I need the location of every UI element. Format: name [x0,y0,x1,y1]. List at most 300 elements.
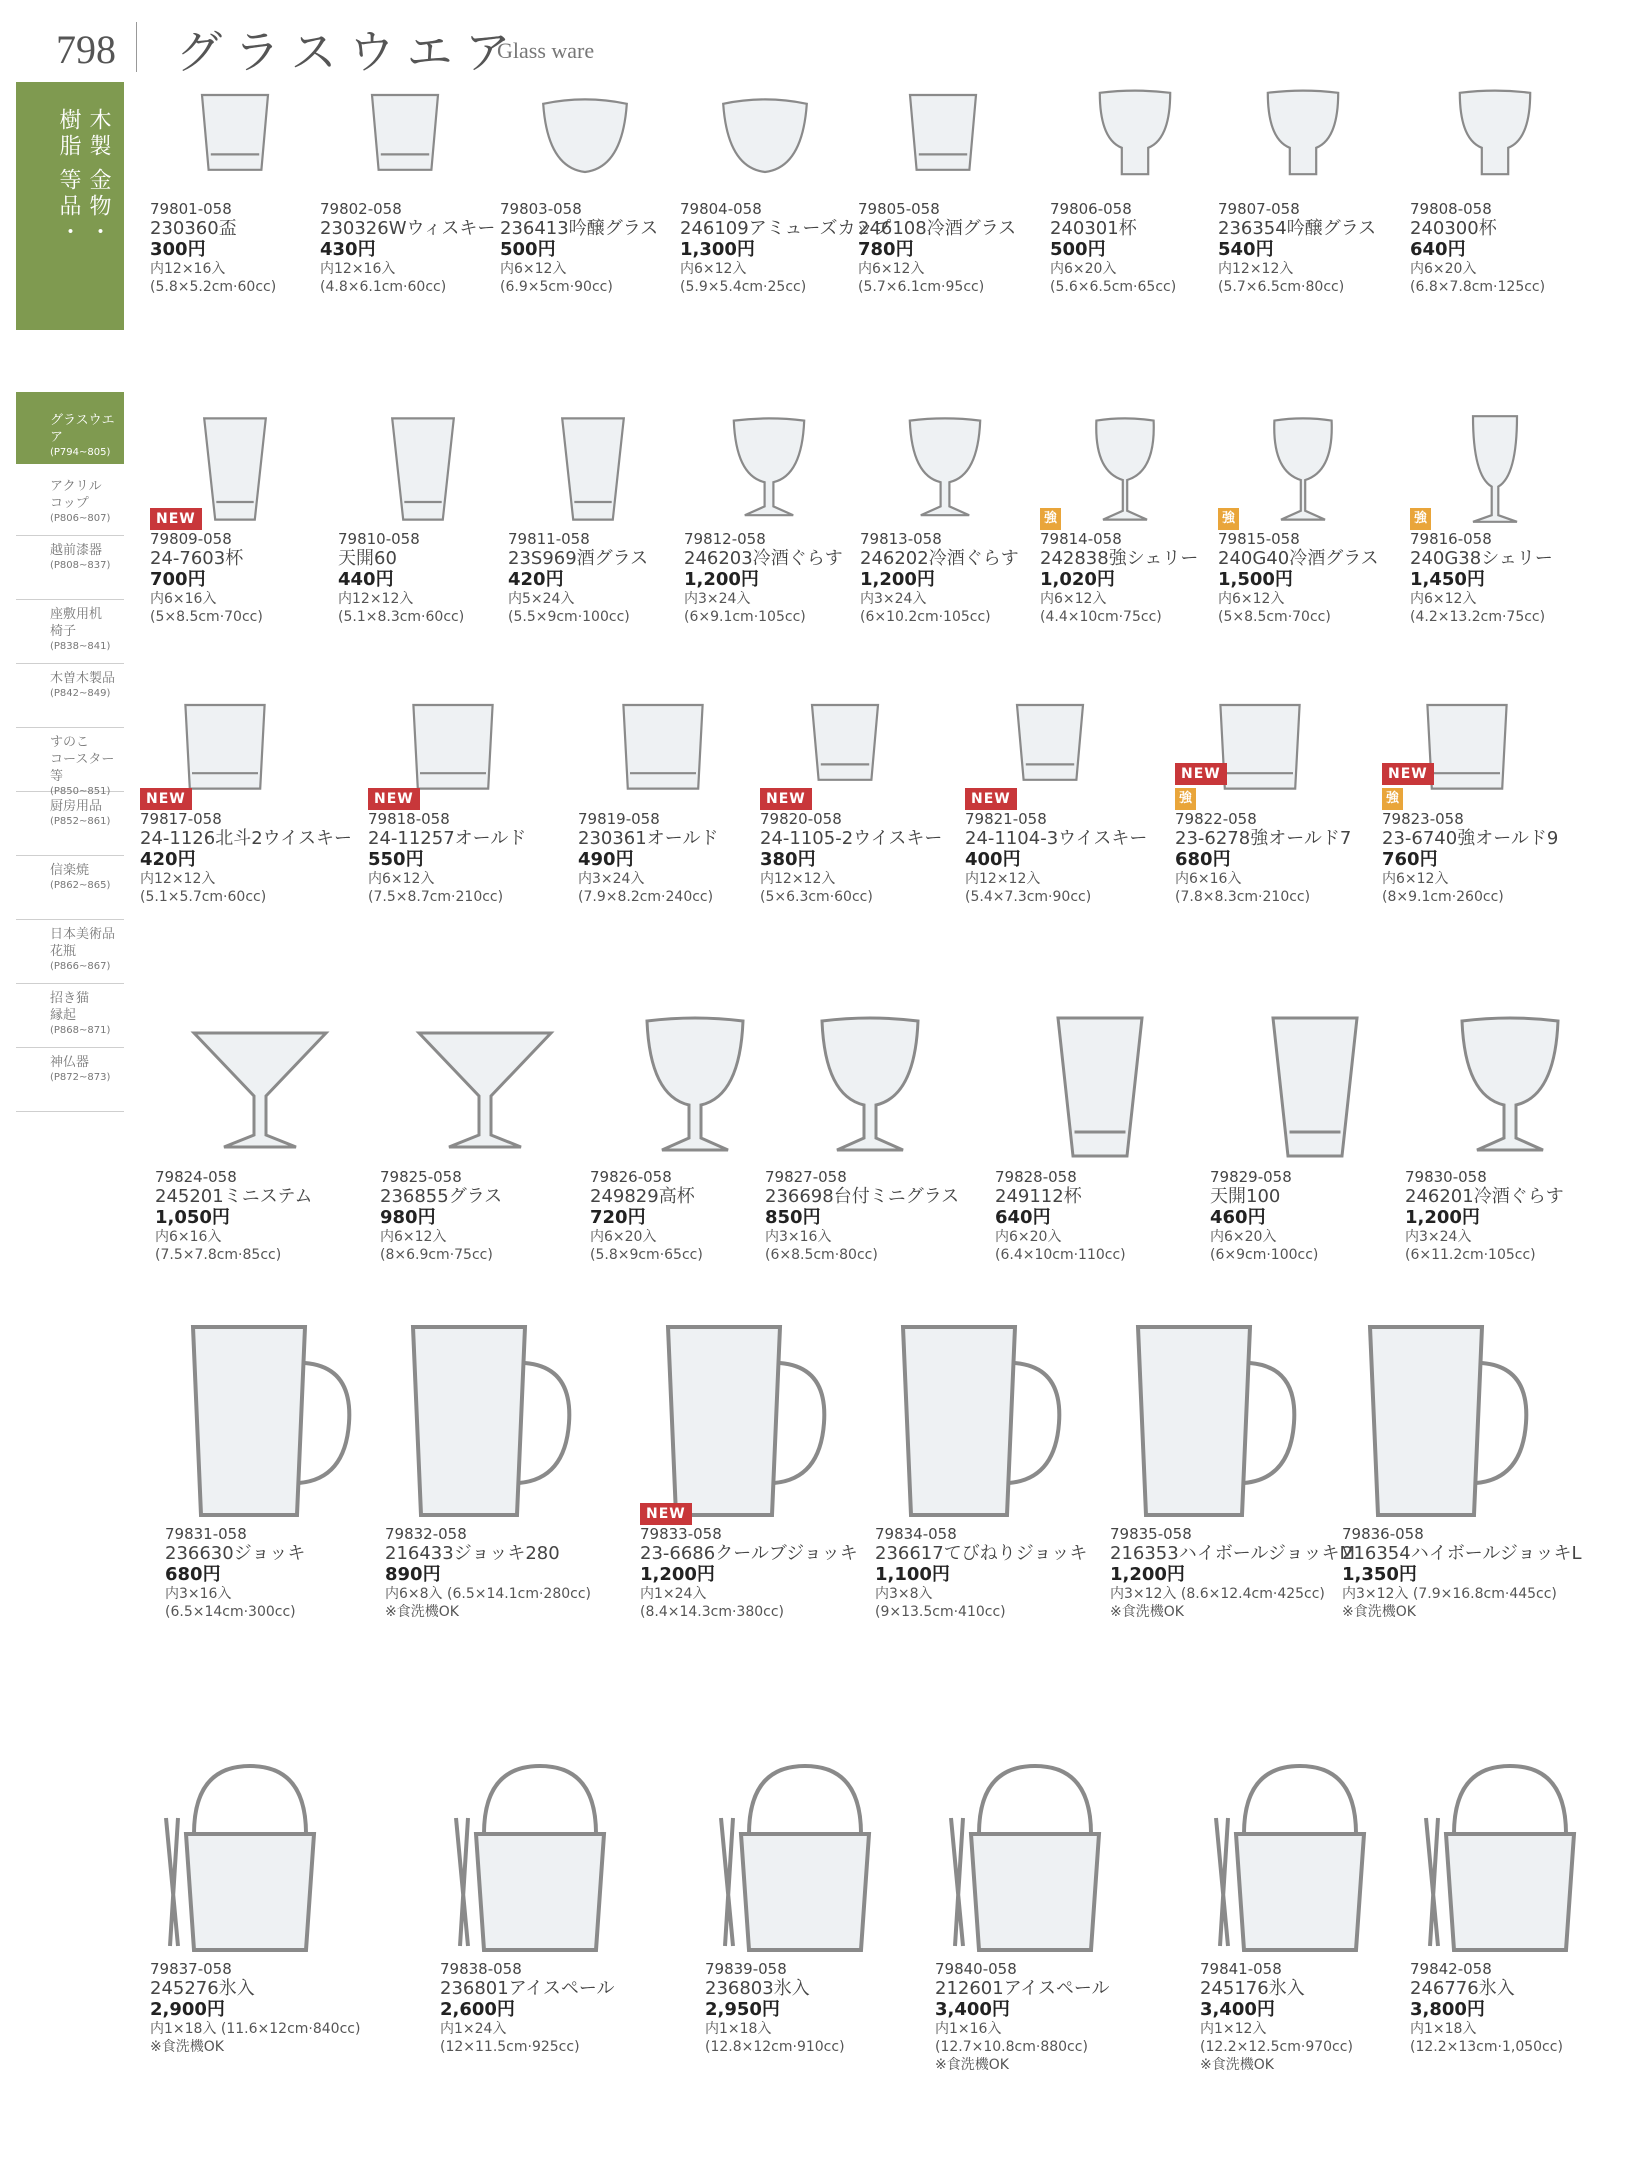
glass-icon [385,1275,585,1519]
strong-badge: 強 [1218,508,1239,530]
product-inner: 内1×18入 [1410,2021,1477,2037]
product-code: 79829-058 [1210,1168,1292,1186]
product-image [965,682,1185,810]
product-price: 440円 [338,569,394,590]
product-price: 1,300円 [680,239,755,260]
nav-item-label: 越前漆器 [50,543,103,558]
product-card [380,990,600,1264]
glass-icon [165,1275,365,1519]
product-card [368,682,588,906]
product-price: 980円 [380,1207,436,1228]
product-inner: 内3×8入 [875,1586,933,1602]
product-price: 3,800円 [1410,1999,1485,2020]
product-image [1382,682,1602,810]
product-name: 230361オールド [578,828,719,849]
product-card [1218,82,1438,296]
product-code: 79836-058 [1342,1525,1424,1543]
product-inner: 内12×12入 [338,591,414,607]
product-code: 79814-058 [1040,530,1122,548]
product-name: 天開60 [338,548,397,569]
product-price: 1,450円 [1410,569,1485,590]
product-inner: 内1×24入 [440,2021,507,2037]
product-name: 240G38シェリー [1410,548,1553,569]
glass-icon [440,1690,640,1954]
product-image [368,682,588,810]
product-dimensions: (4.8×6.1cm·60cc) [320,279,447,295]
glass-icon [410,990,560,1162]
product-price: 2,950円 [705,1999,780,2020]
product-inner: 内3×12入 (7.9×16.8cm·445cc) [1342,1586,1557,1602]
dishwasher-note: ※食洗機OK [1200,2057,1274,2073]
product-image [935,1690,1155,1960]
product-code: 79820-058 [760,810,842,828]
product-price: 1,100円 [875,1564,950,1585]
nav-item-range: (P806~807) [50,513,111,524]
product-inner: 内6×12入 [1382,871,1449,887]
product-name: 23S969酒グラス [508,548,649,569]
product-price: 430円 [320,239,376,260]
product-price: 640円 [995,1207,1051,1228]
product-price: 1,050円 [155,1207,230,1228]
product-image [1218,82,1438,200]
product-name: 236801アイスペール [440,1978,615,1999]
nav-item-label: グラスウエア [50,413,115,445]
glass-icon [350,82,460,194]
product-inner: 内6×12入 [1410,591,1477,607]
product-dimensions: (5×8.5cm·70cc) [150,609,263,625]
product-code: 79813-058 [860,530,942,548]
glass-icon [185,990,335,1162]
product-name: 245201ミニステム [155,1186,313,1207]
product-card [165,1275,385,1621]
product-card [858,82,1078,296]
product-dimensions: (9×13.5cm·410cc) [875,1604,1006,1620]
product-inner: 内12×12入 [140,871,216,887]
product-dimensions: (6.8×7.8cm·125cc) [1410,279,1546,295]
product-dimensions: (4.4×10cm·75cc) [1040,609,1162,625]
product-price: 850円 [765,1207,821,1228]
product-inner: 内1×24入 [640,1586,707,1602]
strong-badge: 強 [1382,788,1403,810]
product-price: 500円 [1050,239,1106,260]
product-price: 500円 [500,239,556,260]
product-dimensions: (5.6×6.5cm·65cc) [1050,279,1177,295]
product-image [760,682,980,810]
product-inner: 内6×12入 [500,261,567,277]
product-name: 23-6278強オールド7 [1175,828,1352,849]
product-dimensions: (6×9.1cm·105cc) [684,609,806,625]
product-dimensions: (4.2×13.2cm·75cc) [1410,609,1546,625]
product-card [1110,1275,1356,1621]
product-code: 79835-058 [1110,1525,1192,1543]
product-code: 79816-058 [1410,530,1492,548]
product-card [935,1690,1155,2074]
product-name: 240G40冷酒グラス [1218,548,1379,569]
product-code: 79826-058 [590,1168,672,1186]
product-price: 680円 [1175,849,1231,870]
product-code: 79833-058 [640,1525,722,1543]
product-card [760,682,980,906]
nav-item-range: (P850~851) [50,786,111,797]
glass-icon [888,82,998,194]
product-card [1218,330,1438,626]
product-code: 79839-058 [705,1960,787,1978]
product-inner: 内12×16入 [150,261,226,277]
product-dimensions: (5×8.5cm·70cc) [1218,609,1331,625]
product-card [150,330,370,626]
new-badge: NEW [965,788,1017,810]
product-inner: 内6×12入 [368,871,435,887]
product-code: 79819-058 [578,810,660,828]
product-price: 1,500円 [1218,569,1293,590]
glass-icon [180,330,290,524]
strong-badge: 強 [1040,508,1061,530]
nav-item-range: (P866~867) [50,961,111,972]
product-name: 245276氷入 [150,1978,255,1999]
product-code: 79830-058 [1405,1168,1487,1186]
product-inner: 内6×20入 [1410,261,1477,277]
new-badge: NEW [640,1503,692,1525]
nav-item-label: 神仏器 [50,1055,90,1070]
product-name: 236617てびねりジョッキ [875,1543,1088,1564]
product-card [150,1690,370,2056]
product-name: 24-1105-2ウイスキー [760,828,943,849]
glass-icon [1342,1275,1542,1519]
product-inner: 内6×16入 [1175,871,1242,887]
product-inner: 内3×24入 [860,591,927,607]
product-price: 380円 [760,849,816,870]
product-name: 236698台付ミニグラス [765,1186,960,1207]
product-code: 79807-058 [1218,200,1300,218]
glass-icon [1110,1275,1310,1519]
glass-icon [1248,82,1358,194]
category-text: 金物・ [86,168,111,246]
product-image [1342,1275,1562,1525]
product-inner: 内6×16入 [150,591,217,607]
product-code: 79822-058 [1175,810,1257,828]
product-inner: 内6×20入 [590,1229,657,1245]
product-card [1382,682,1602,906]
glass-icon [1240,990,1390,1162]
product-code: 79823-058 [1382,810,1464,828]
product-price: 1,200円 [684,569,759,590]
product-price: 2,600円 [440,1999,515,2020]
strong-badge: 強 [1175,788,1196,810]
product-name: 249112杯 [995,1186,1082,1207]
glass-icon [705,1690,905,1954]
product-price: 550円 [368,849,424,870]
nav-item-label: 厨房用品 [50,799,103,814]
product-image [440,1690,660,1960]
product-inner: 内6×12入 [380,1229,447,1245]
product-price: 680円 [165,1564,221,1585]
product-image [385,1275,605,1525]
new-badge: NEW [150,508,202,530]
glass-icon [1440,82,1550,194]
dishwasher-note: ※食洗機OK [935,2057,1009,2073]
product-price: 1,200円 [1110,1564,1185,1585]
product-name: 212601アイスペール [935,1978,1110,1999]
product-inner: 内12×12入 [1218,261,1294,277]
product-name: 24-1104-3ウイスキー [965,828,1148,849]
glass-icon [1435,990,1585,1162]
product-dimensions: (8×9.1cm·260cc) [1382,889,1504,905]
product-dimensions: (12.2×13cm·1,050cc) [1410,2039,1563,2055]
product-price: 640円 [1410,239,1466,260]
product-name: 24-1126北斗2ウイスキー [140,828,352,849]
product-code: 79831-058 [165,1525,247,1543]
product-dimensions: (6×8.5cm·80cc) [765,1247,878,1263]
product-card [155,990,375,1264]
product-name: 216354ハイボールジョッキL [1342,1543,1582,1564]
product-dimensions: (12×11.5cm·925cc) [440,2039,580,2055]
product-dimensions: (12.8×12cm·910cc) [705,2039,845,2055]
product-code: 79828-058 [995,1168,1077,1186]
product-code: 79806-058 [1050,200,1132,218]
product-image [765,990,985,1168]
product-dimensions: (7.5×8.7cm·210cc) [368,889,504,905]
product-price: 1,350円 [1342,1564,1417,1585]
product-name: 236803氷入 [705,1978,810,1999]
product-dimensions: (7.9×8.2cm·240cc) [578,889,714,905]
product-dimensions: (6×10.2cm·105cc) [860,609,991,625]
product-inner: 内6×20入 [1210,1229,1277,1245]
product-inner: 内6×16入 [155,1229,222,1245]
product-price: 3,400円 [1200,1999,1275,2020]
product-image [705,1690,925,1960]
product-code: 79810-058 [338,530,420,548]
glass-icon [935,1690,1135,1954]
product-inner: 内12×12入 [760,871,836,887]
product-inner: 内6×12入 [1040,591,1107,607]
product-inner: 内3×24入 [578,871,645,887]
product-inner: 内6×12入 [680,261,747,277]
product-inner: 内12×12入 [965,871,1041,887]
product-name: 236855グラス [380,1186,503,1207]
product-name: 240300杯 [1410,218,1497,239]
product-dimensions: (12.7×10.8cm·880cc) [935,2039,1088,2055]
product-code: 79815-058 [1218,530,1300,548]
product-code: 79825-058 [380,1168,462,1186]
product-dimensions: (8.4×14.3cm·380cc) [640,1604,784,1620]
product-inner: 内6×8入 (6.5×14.1cm·280cc) [385,1586,591,1602]
product-image [995,990,1215,1168]
product-card [1410,330,1630,626]
page-number: 798 [56,27,116,72]
product-image [1110,1275,1330,1525]
product-dimensions: (5.7×6.5cm·80cc) [1218,279,1345,295]
product-code: 79802-058 [320,200,402,218]
product-dimensions: (7.8×8.3cm·210cc) [1175,889,1311,905]
glass-icon [995,682,1105,804]
glass-icon [530,82,640,194]
product-price: 490円 [578,849,634,870]
glass-icon [1025,990,1175,1162]
glass-icon [1440,330,1550,524]
product-card [965,682,1185,906]
category-text: 等品・ [56,168,81,246]
glass-icon [795,990,945,1162]
product-image [1410,1690,1630,1960]
product-name: 24-11257オールド [368,828,527,849]
product-name: 246109アミューズカップ [680,218,892,239]
product-code: 79827-058 [765,1168,847,1186]
product-card [1410,82,1630,296]
product-inner: 内3×16入 [165,1586,232,1602]
product-dimensions: (6.9×5cm·90cc) [500,279,613,295]
product-dimensions: (6.4×10cm·110cc) [995,1247,1126,1263]
product-inner: 内1×18入 [705,2021,772,2037]
glass-icon [1070,330,1180,524]
dishwasher-note: ※食洗機OK [1110,1604,1184,1620]
product-code: 79805-058 [858,200,940,218]
product-card [640,1275,860,1621]
nav-item-range: (P842~849) [50,688,111,699]
product-price: 420円 [508,569,564,590]
product-card [875,1275,1095,1621]
product-code: 79841-058 [1200,1960,1282,1978]
glass-icon [1248,330,1358,524]
nav-item-range: (P862~865) [50,880,111,891]
product-code: 79801-058 [150,200,232,218]
product-dimensions: (6×11.2cm·105cc) [1405,1247,1536,1263]
product-image [1410,330,1630,530]
product-code: 79842-058 [1410,1960,1492,1978]
product-dimensions: (5.1×5.7cm·60cc) [140,889,267,905]
product-card [995,990,1215,1264]
page-subtitle: Glass ware [497,38,595,63]
glass-icon [1200,1690,1400,1954]
product-dimensions: (5.8×5.2cm·60cc) [150,279,277,295]
product-code: 79818-058 [368,810,450,828]
product-dimensions: (6×9cm·100cc) [1210,1247,1319,1263]
product-code: 79821-058 [965,810,1047,828]
product-name: 236413吟醸グラス [500,218,659,239]
product-price: 760円 [1382,849,1438,870]
product-card [765,990,985,1264]
glass-icon [538,330,648,524]
product-image [1210,990,1430,1168]
product-inner: 内6×12入 [1218,591,1285,607]
glass-icon [875,1275,1075,1519]
product-name: 249829高杯 [590,1186,695,1207]
product-dimensions: (8×6.9cm·75cc) [380,1247,493,1263]
product-image [1175,682,1395,810]
product-price: 720円 [590,1207,646,1228]
product-code: 79838-058 [440,1960,522,1978]
new-badge: NEW [140,788,192,810]
product-dimensions: (7.5×7.8cm·85cc) [155,1247,282,1263]
nav-item-label: すのこ コースター等 [50,735,115,784]
product-card [1175,682,1395,906]
product-image [165,1275,385,1525]
product-dimensions: (5.5×9cm·100cc) [508,609,630,625]
product-name: 246202冷酒ぐらす [860,548,1019,569]
glass-icon [1410,1690,1610,1954]
product-price: 780円 [858,239,914,260]
new-badge: NEW [760,788,812,810]
product-image [858,82,1078,200]
dishwasher-note: ※食洗機OK [385,1604,459,1620]
nav-item-range: (P808~837) [50,560,111,571]
product-price: 300円 [150,239,206,260]
nav-item-range: (P868~871) [50,1025,111,1036]
product-code: 79804-058 [680,200,762,218]
glass-icon [180,82,290,194]
product-image [640,1275,860,1525]
product-inner: 内3×24入 [1405,1229,1472,1245]
product-name: 236630ジョッキ [165,1543,306,1564]
product-name: 230326Wウィスキー [320,218,496,239]
product-card [1342,1275,1582,1621]
product-code: 79809-058 [150,530,232,548]
product-dimensions: (5.1×8.3cm·60cc) [338,609,465,625]
category-text: 樹脂 [56,108,81,160]
product-name: 246108冷酒グラス [858,218,1017,239]
product-code: 79840-058 [935,1960,1017,1978]
product-price: 1,200円 [860,569,935,590]
product-dimensions: (6.5×14cm·300cc) [165,1604,296,1620]
glass-icon [640,1275,840,1519]
nav-item-range: (P852~861) [50,816,111,827]
new-badge: NEW [368,788,420,810]
product-inner: 内1×18入 (11.6×12cm·840cc) [150,2021,361,2037]
product-image [150,1690,370,1960]
glass-icon [1080,82,1190,194]
nav-item-range: (P838~841) [50,641,111,652]
product-inner: 内3×16入 [765,1229,832,1245]
glass-icon [714,330,824,524]
nav-item-label: 招き猫 縁起 [50,991,90,1023]
dishwasher-note: ※食洗機OK [150,2039,224,2055]
product-name: 245176氷入 [1200,1978,1305,1999]
product-code: 79824-058 [155,1168,237,1186]
product-price: 540円 [1218,239,1274,260]
product-dimensions: (5×6.3cm·60cc) [760,889,873,905]
product-image [1218,330,1438,530]
product-card [1405,990,1625,1264]
glass-icon [620,990,770,1162]
glass-icon [790,682,900,804]
product-inner: 内1×16入 [935,2021,1002,2037]
product-code: 79811-058 [508,530,590,548]
nav-item-label: アクリル コップ [50,479,102,511]
product-price: 2,900円 [150,1999,225,2020]
product-price: 1,200円 [1405,1207,1480,1228]
product-image [1410,82,1630,200]
product-inner: 内1×12入 [1200,2021,1267,2037]
product-image [875,1275,1095,1525]
product-name: 天開100 [1210,1186,1281,1207]
product-image [1200,1690,1420,1960]
nav-item-label: 日本美術品 花瓶 [50,927,116,959]
product-card [385,1275,605,1621]
product-name: 216353ハイボールジョッキM [1110,1543,1356,1564]
new-badge: NEW [1382,763,1434,785]
category-text: 木製 [86,108,111,160]
product-name: 24-7603杯 [150,548,244,569]
product-dimensions: (5.9×5.4cm·25cc) [680,279,807,295]
glass-icon [398,682,508,804]
product-code: 79832-058 [385,1525,467,1543]
product-image [380,990,600,1168]
product-inner: 内5×24入 [508,591,575,607]
glass-icon [170,682,280,804]
product-dimensions: (5.4×7.3cm·90cc) [965,889,1092,905]
product-image [1405,990,1625,1168]
product-price: 700円 [150,569,206,590]
product-price: 1,200円 [640,1564,715,1585]
